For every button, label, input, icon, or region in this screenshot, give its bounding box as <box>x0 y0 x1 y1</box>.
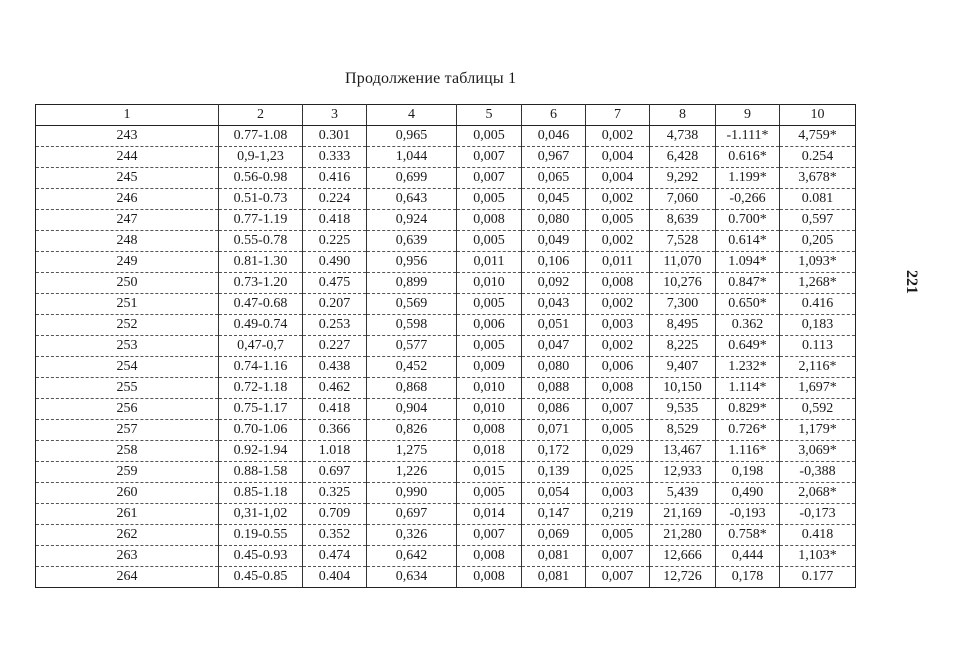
table-cell: 0,569 <box>367 294 457 315</box>
table-cell: 0,597 <box>780 210 856 231</box>
table-cell: 247 <box>36 210 219 231</box>
table-cell: 0.85-1.18 <box>219 483 303 504</box>
table-cell: 0,219 <box>586 504 650 525</box>
table-cell: 263 <box>36 546 219 567</box>
table-cell: 0,004 <box>586 168 650 189</box>
table-cell: 0,826 <box>367 420 457 441</box>
table-cell: 8,529 <box>650 420 716 441</box>
table-cell: 0,015 <box>457 462 522 483</box>
table-cell: 1.094* <box>716 252 780 273</box>
table-cell: 0,004 <box>586 147 650 168</box>
table-cell: 0.56-0.98 <box>219 168 303 189</box>
table-cell: 7,060 <box>650 189 716 210</box>
table-cell: 0,965 <box>367 126 457 147</box>
table-cell: 1.116* <box>716 441 780 462</box>
table-cell: 0.416 <box>780 294 856 315</box>
table-cell: 0,106 <box>522 252 586 273</box>
table-cell: 0,598 <box>367 315 457 336</box>
table-cell: 0,025 <box>586 462 650 483</box>
table-cell: 0,007 <box>586 567 650 588</box>
table-cell: 21,280 <box>650 525 716 546</box>
table-cell: 1,275 <box>367 441 457 462</box>
table-cell: 252 <box>36 315 219 336</box>
table-row <box>36 189 856 210</box>
table-cell: 0.462 <box>303 378 367 399</box>
table-row <box>36 483 856 504</box>
table-cell: 0,643 <box>367 189 457 210</box>
column-header: 1 <box>36 105 219 126</box>
table-cell: 1,268* <box>780 273 856 294</box>
table-cell: 0,010 <box>457 378 522 399</box>
table-cell: 245 <box>36 168 219 189</box>
table-cell: 0,046 <box>522 126 586 147</box>
table-cell: 0.225 <box>303 231 367 252</box>
table-cell: 0,967 <box>522 147 586 168</box>
table-cell: 12,666 <box>650 546 716 567</box>
table-cell: 0,9-1,23 <box>219 147 303 168</box>
table-cell: 8,495 <box>650 315 716 336</box>
table-cell: 243 <box>36 126 219 147</box>
table-row <box>36 336 856 357</box>
table-cell: 1,044 <box>367 147 457 168</box>
column-header: 3 <box>303 105 367 126</box>
table-cell: 0,005 <box>586 420 650 441</box>
table-cell: 1,103* <box>780 546 856 567</box>
table-cell: 258 <box>36 441 219 462</box>
table-cell: 0,005 <box>457 189 522 210</box>
table-cell: 8,225 <box>650 336 716 357</box>
table-cell: -0,266 <box>716 189 780 210</box>
table-cell: 0.474 <box>303 546 367 567</box>
table-cell: 0,045 <box>522 189 586 210</box>
table-cell: 0,080 <box>522 357 586 378</box>
table-header-row <box>36 105 856 126</box>
column-header: 5 <box>457 105 522 126</box>
table-cell: 0,005 <box>457 294 522 315</box>
table-cell: 0.253 <box>303 315 367 336</box>
table-cell: 0.207 <box>303 294 367 315</box>
table-cell: 0,005 <box>457 231 522 252</box>
table-cell: 246 <box>36 189 219 210</box>
table-cell: 0.301 <box>303 126 367 147</box>
table-cell: 0,008 <box>457 546 522 567</box>
table-cell: 8,639 <box>650 210 716 231</box>
table-cell: 0,051 <box>522 315 586 336</box>
table-cell: 0,005 <box>457 483 522 504</box>
table-cell: 0,592 <box>780 399 856 420</box>
table-cell: 0,005 <box>586 210 650 231</box>
table-cell: 1,697* <box>780 378 856 399</box>
table-cell: 0,172 <box>522 441 586 462</box>
table-row <box>36 294 856 315</box>
table-cell: 0,092 <box>522 273 586 294</box>
table-row <box>36 252 856 273</box>
column-header: 10 <box>780 105 856 126</box>
table-cell: 10,276 <box>650 273 716 294</box>
table-cell: 0.650* <box>716 294 780 315</box>
table-cell: 259 <box>36 462 219 483</box>
table-cell: 0,31-1,02 <box>219 504 303 525</box>
table-cell: 0,029 <box>586 441 650 462</box>
table-row <box>36 420 856 441</box>
table-cell: 248 <box>36 231 219 252</box>
table-cell: 0,003 <box>586 315 650 336</box>
table-row <box>36 567 856 588</box>
table-cell: 0.177 <box>780 567 856 588</box>
table-cell: 7,300 <box>650 294 716 315</box>
table-cell: 0.404 <box>303 567 367 588</box>
column-header: 7 <box>586 105 650 126</box>
table-cell: 0,007 <box>457 147 522 168</box>
table-cell: 0,071 <box>522 420 586 441</box>
table-cell: 0.362 <box>716 315 780 336</box>
table-cell: 0,639 <box>367 231 457 252</box>
table-cell: 0,007 <box>457 525 522 546</box>
table-cell: 0.475 <box>303 273 367 294</box>
table-cell: 0,642 <box>367 546 457 567</box>
table-cell: 0,899 <box>367 273 457 294</box>
table-cell: 1.232* <box>716 357 780 378</box>
table-row <box>36 126 856 147</box>
table-cell: 0.75-1.17 <box>219 399 303 420</box>
table-cell: 0.227 <box>303 336 367 357</box>
table-cell: 0.77-1.19 <box>219 210 303 231</box>
table-cell: 0,006 <box>457 315 522 336</box>
table-cell: 0,868 <box>367 378 457 399</box>
table-cell: 244 <box>36 147 219 168</box>
table-cell: 1.199* <box>716 168 780 189</box>
table-row <box>36 210 856 231</box>
column-header: 9 <box>716 105 780 126</box>
table-cell: 0.726* <box>716 420 780 441</box>
table-cell: 0,047 <box>522 336 586 357</box>
table-cell: 0.47-0.68 <box>219 294 303 315</box>
table-cell: 254 <box>36 357 219 378</box>
table-cell: 0,018 <box>457 441 522 462</box>
table-cell: -0,388 <box>780 462 856 483</box>
table-cell: 0.92-1.94 <box>219 441 303 462</box>
table-row <box>36 147 856 168</box>
table-cell: 9,407 <box>650 357 716 378</box>
table-cell: 0.49-0.74 <box>219 315 303 336</box>
table-cell: 0.45-0.93 <box>219 546 303 567</box>
table-cell: 0.51-0.73 <box>219 189 303 210</box>
table-cell: 0,080 <box>522 210 586 231</box>
table-cell: 0,002 <box>586 189 650 210</box>
table-cell: 261 <box>36 504 219 525</box>
table-cell: 0.649* <box>716 336 780 357</box>
table-cell: 0,005 <box>586 525 650 546</box>
table-cell: 0.224 <box>303 189 367 210</box>
table-cell: 0,008 <box>457 210 522 231</box>
table-cell: 0,007 <box>457 168 522 189</box>
table-cell: 3,678* <box>780 168 856 189</box>
table-cell: 0,490 <box>716 483 780 504</box>
column-header: 4 <box>367 105 457 126</box>
table-cell: 0,081 <box>522 546 586 567</box>
table-cell: 0.418 <box>303 399 367 420</box>
table-cell: 0.77-1.08 <box>219 126 303 147</box>
table-cell: 13,467 <box>650 441 716 462</box>
table-cell: 0.19-0.55 <box>219 525 303 546</box>
table-cell: 0,699 <box>367 168 457 189</box>
table-cell: 255 <box>36 378 219 399</box>
table-row <box>36 525 856 546</box>
table-cell: 12,726 <box>650 567 716 588</box>
table-cell: 0,002 <box>586 231 650 252</box>
table-cell: 9,535 <box>650 399 716 420</box>
table-cell: 0.333 <box>303 147 367 168</box>
table-cell: 0.72-1.18 <box>219 378 303 399</box>
table-cell: 260 <box>36 483 219 504</box>
table-cell: 1,093* <box>780 252 856 273</box>
table-cell: 0,634 <box>367 567 457 588</box>
table-cell: 0,326 <box>367 525 457 546</box>
table-cell: 0.418 <box>780 525 856 546</box>
data-table <box>35 104 856 588</box>
table-cell: 0,924 <box>367 210 457 231</box>
table-cell: 0,444 <box>716 546 780 567</box>
table-cell: 0,147 <box>522 504 586 525</box>
table-cell: 0,043 <box>522 294 586 315</box>
table-cell: 0.697 <box>303 462 367 483</box>
table-cell: 249 <box>36 252 219 273</box>
table-cell: 2,116* <box>780 357 856 378</box>
table-cell: 0,47-0,7 <box>219 336 303 357</box>
table-cell: 0,008 <box>586 273 650 294</box>
table-cell: 0.325 <box>303 483 367 504</box>
table-cell: 0.70-1.06 <box>219 420 303 441</box>
table-cell: 0,008 <box>457 567 522 588</box>
table-cell: 0,007 <box>586 546 650 567</box>
table-cell: 0.416 <box>303 168 367 189</box>
table-row <box>36 441 856 462</box>
table-cell: 0.081 <box>780 189 856 210</box>
table-cell: 0,904 <box>367 399 457 420</box>
table-cell: 0.45-0.85 <box>219 567 303 588</box>
table-cell: 0,011 <box>586 252 650 273</box>
table-row <box>36 399 856 420</box>
table-cell: 0,008 <box>457 420 522 441</box>
table-cell: 21,169 <box>650 504 716 525</box>
table-cell: 250 <box>36 273 219 294</box>
table-cell: 251 <box>36 294 219 315</box>
table-cell: 0.700* <box>716 210 780 231</box>
table-cell: 0.352 <box>303 525 367 546</box>
table-row <box>36 273 856 294</box>
table-body <box>36 126 856 588</box>
table-cell: 0.73-1.20 <box>219 273 303 294</box>
table-cell: 0.74-1.16 <box>219 357 303 378</box>
column-header: 2 <box>219 105 303 126</box>
table-cell: 0,005 <box>457 126 522 147</box>
table-row <box>36 168 856 189</box>
column-header: 6 <box>522 105 586 126</box>
table-row <box>36 504 856 525</box>
table-cell: 0,007 <box>586 399 650 420</box>
table-cell: 0,086 <box>522 399 586 420</box>
table-cell: 5,439 <box>650 483 716 504</box>
table-cell: 0,054 <box>522 483 586 504</box>
table-cell: 4,738 <box>650 126 716 147</box>
table-cell: 264 <box>36 567 219 588</box>
table-cell: 256 <box>36 399 219 420</box>
table-cell: 1,226 <box>367 462 457 483</box>
table-cell: 7,528 <box>650 231 716 252</box>
table-cell: 0,452 <box>367 357 457 378</box>
table-cell: 0,049 <box>522 231 586 252</box>
table-cell: 262 <box>36 525 219 546</box>
table-row <box>36 315 856 336</box>
table-cell: 1.114* <box>716 378 780 399</box>
table-cell: 0,002 <box>586 126 650 147</box>
table-cell: 0.113 <box>780 336 856 357</box>
table-cell: 0,002 <box>586 336 650 357</box>
table-cell: 0,183 <box>780 315 856 336</box>
table-cell: 0,010 <box>457 273 522 294</box>
table-cell: 0,002 <box>586 294 650 315</box>
table-row <box>36 378 856 399</box>
table-cell: 0,697 <box>367 504 457 525</box>
table-cell: 0,014 <box>457 504 522 525</box>
table-cell: 0.614* <box>716 231 780 252</box>
table-cell: 253 <box>36 336 219 357</box>
table-row <box>36 546 856 567</box>
table-cell: 0.55-0.78 <box>219 231 303 252</box>
table-cell: 0.418 <box>303 210 367 231</box>
table-cell: 0,081 <box>522 567 586 588</box>
table-cell: 3,069* <box>780 441 856 462</box>
table-cell: 257 <box>36 420 219 441</box>
page-number: 221 <box>903 270 920 294</box>
table-cell: 2,068* <box>780 483 856 504</box>
table-cell: 1.018 <box>303 441 367 462</box>
table-cell: 0.88-1.58 <box>219 462 303 483</box>
table-cell: 0,010 <box>457 399 522 420</box>
table-cell: 6,428 <box>650 147 716 168</box>
table-cell: 4,759* <box>780 126 856 147</box>
table-cell: 0,577 <box>367 336 457 357</box>
table-cell: -0,193 <box>716 504 780 525</box>
table-cell: 0,178 <box>716 567 780 588</box>
table-cell: 10,150 <box>650 378 716 399</box>
table-cell: -1.111* <box>716 126 780 147</box>
table-cell: 0.709 <box>303 504 367 525</box>
table-cell: 11,070 <box>650 252 716 273</box>
column-header: 8 <box>650 105 716 126</box>
table-cell: 0.438 <box>303 357 367 378</box>
table-cell: 0,990 <box>367 483 457 504</box>
table-cell: -0,173 <box>780 504 856 525</box>
table-cell: 0,065 <box>522 168 586 189</box>
table-cell: 0.829* <box>716 399 780 420</box>
table-cell: 0,003 <box>586 483 650 504</box>
table-cell: 0,956 <box>367 252 457 273</box>
table-cell: 1,179* <box>780 420 856 441</box>
table-cell: 0,006 <box>586 357 650 378</box>
table-cell: 0,205 <box>780 231 856 252</box>
table-cell: 0,008 <box>586 378 650 399</box>
table-cell: 0,088 <box>522 378 586 399</box>
table-row <box>36 231 856 252</box>
table-cell: 12,933 <box>650 462 716 483</box>
table-cell: 0,069 <box>522 525 586 546</box>
table-cell: 0,009 <box>457 357 522 378</box>
table-cell: 0.366 <box>303 420 367 441</box>
table-cell: 0,198 <box>716 462 780 483</box>
table-caption: Продолжение таблицы 1 <box>345 70 517 87</box>
table-cell: 0,139 <box>522 462 586 483</box>
table-cell: 0.81-1.30 <box>219 252 303 273</box>
table-row <box>36 462 856 483</box>
table-cell: 0.616* <box>716 147 780 168</box>
table-row <box>36 357 856 378</box>
table-cell: 0.254 <box>780 147 856 168</box>
table-cell: 0.758* <box>716 525 780 546</box>
table-cell: 0,005 <box>457 336 522 357</box>
table-cell: 0.490 <box>303 252 367 273</box>
table-cell: 9,292 <box>650 168 716 189</box>
table-cell: 0,011 <box>457 252 522 273</box>
table-cell: 0.847* <box>716 273 780 294</box>
